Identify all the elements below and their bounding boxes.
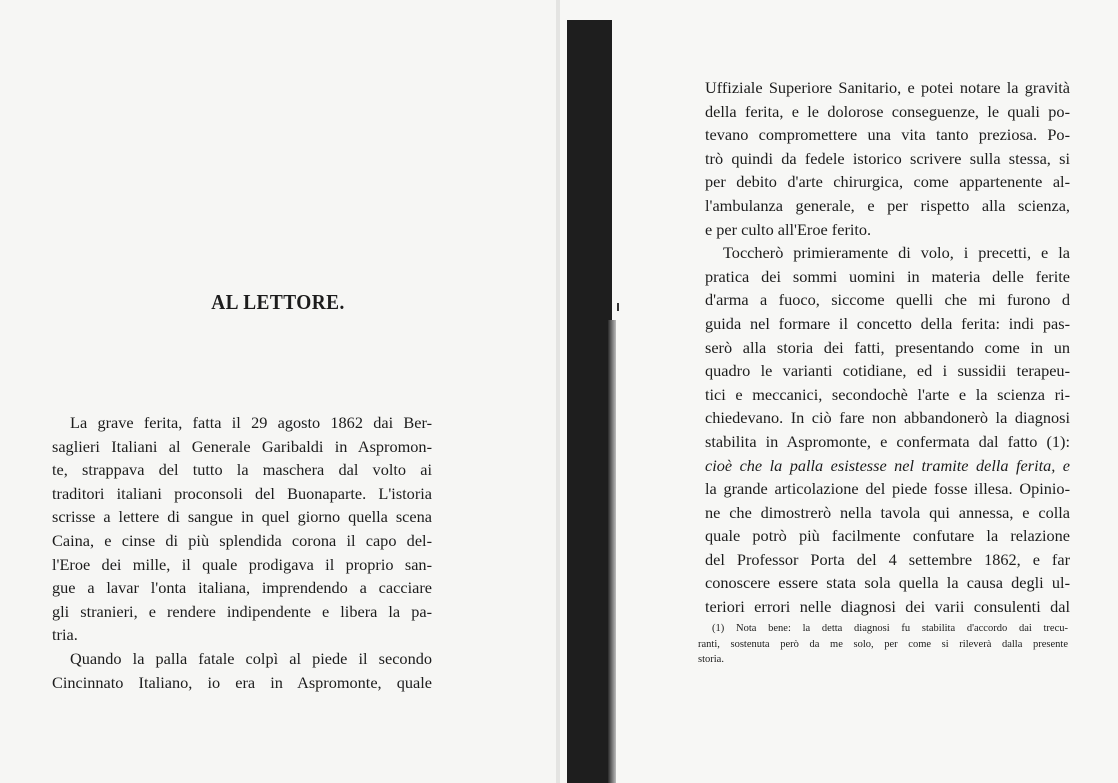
footnote-line: (1) Nota bene: la detta diagnosi fu stabilita d'accordo dai trecu- <box>712 623 1068 634</box>
text-line: stabilita in Aspromonte, e confermata dal fatto (1): <box>705 431 1070 451</box>
text-line: gli stranieri, e rendere indipendente e libera la pa- <box>52 601 432 621</box>
text-line: tria. <box>52 625 78 645</box>
text-line: pratica dei sommi uomini in materia delle ferite <box>705 266 1070 286</box>
text-line: conoscere essere stata sola quella la causa degli ul- <box>705 573 1070 593</box>
text-line: traditori italiani proconsoli del Buonaparte. L'istoria <box>52 483 432 503</box>
text-line: serò alla storia dei fatti, presentando come in un <box>705 337 1070 357</box>
text-line: Toccherò primieramente di volo, i precetti, e la <box>723 243 1070 263</box>
text-line: della ferita, e le dolorose conseguenze, le quali po- <box>705 101 1070 121</box>
text-line: la grande articolazione del piede fosse illesa. Opinio- <box>705 479 1070 499</box>
paper-speck <box>617 303 619 311</box>
text-line: d'arma a fuoco, siccome quelli che mi furono d <box>705 290 1070 310</box>
paragraph <box>705 76 1070 241</box>
binding-shadow <box>567 20 612 783</box>
text-line: Caina, e cinse di più splendida corona il capo del- <box>52 530 432 550</box>
text-line: l'Eroe dei mille, il quale prodigava il proprio san- <box>52 554 432 574</box>
paragraph <box>52 647 432 694</box>
footnote-line: storia. <box>698 654 724 665</box>
text-line: per debito d'arte chirurgica, come appartenente al- <box>705 172 1070 192</box>
footnote <box>698 621 1068 668</box>
text-line: guida nel formare il concetto della ferita: indi pas- <box>705 313 1070 333</box>
text-line: ne che dimostrerò nella tavola qui annessa, e colla <box>705 502 1070 522</box>
right-page-text <box>705 76 1070 619</box>
footnote-line: ranti, sostenuta però da me solo, per come si rileverà dalla presente <box>698 638 1068 650</box>
text-line: trò quindi da fedele istorico scrivere sulla stessa, si <box>705 148 1070 168</box>
text-line: del Professor Porta del 4 settembre 1862, e far <box>705 549 1070 569</box>
text-line: La grave ferita, fatta il 29 agosto 1862 dai Ber- <box>70 413 432 432</box>
text-line: gue a lavar l'onta italiana, imprendendo a cacciare <box>52 578 432 598</box>
paragraph <box>52 411 432 647</box>
text-line: quale potrò più facilmente confutare la relazione <box>705 526 1070 546</box>
paragraph <box>705 241 1070 619</box>
text-line: Cincinnato Italiano, io era in Aspromonte, quale <box>52 672 432 692</box>
text-line: quadro le varianti cotidiane, ed i sussidii terapeu- <box>705 361 1070 381</box>
text-line: saglieri Italiani al Generale Garibaldi in Aspromon- <box>52 436 432 456</box>
left-page-text <box>52 411 432 694</box>
text-line: l'ambulanza generale, e per rispetto alla scienza, <box>705 195 1070 215</box>
text-line: cioè che la palla esistesse nel tramite della ferita, e <box>705 455 1070 475</box>
text-line: scrisse a lettere di sangue in quel giorno quella scena <box>52 507 432 527</box>
text-line: chiedevano. In ciò fare non abbandonerò la diagnosi <box>705 408 1070 428</box>
text-line: tevano compromettere una vita tanto preziosa. Po- <box>705 125 1070 145</box>
text-line: te, strappava del tutto la maschera dal volto ai <box>52 460 432 480</box>
text-line: teriori errori nelle diagnosi dei varii consulenti dal <box>705 597 1070 617</box>
page-title: AL LETTORE. <box>211 290 345 314</box>
text-line: tici e meccanici, secondochè l'arte e la scienza ri- <box>705 384 1070 404</box>
text-line: e per culto all'Eroe ferito. <box>705 219 872 239</box>
text-line: Quando la palla fatale colpì al piede il secondo <box>70 648 432 668</box>
text-line: Uffiziale Superiore Sanitario, e potei notare la gravità <box>705 78 1070 97</box>
